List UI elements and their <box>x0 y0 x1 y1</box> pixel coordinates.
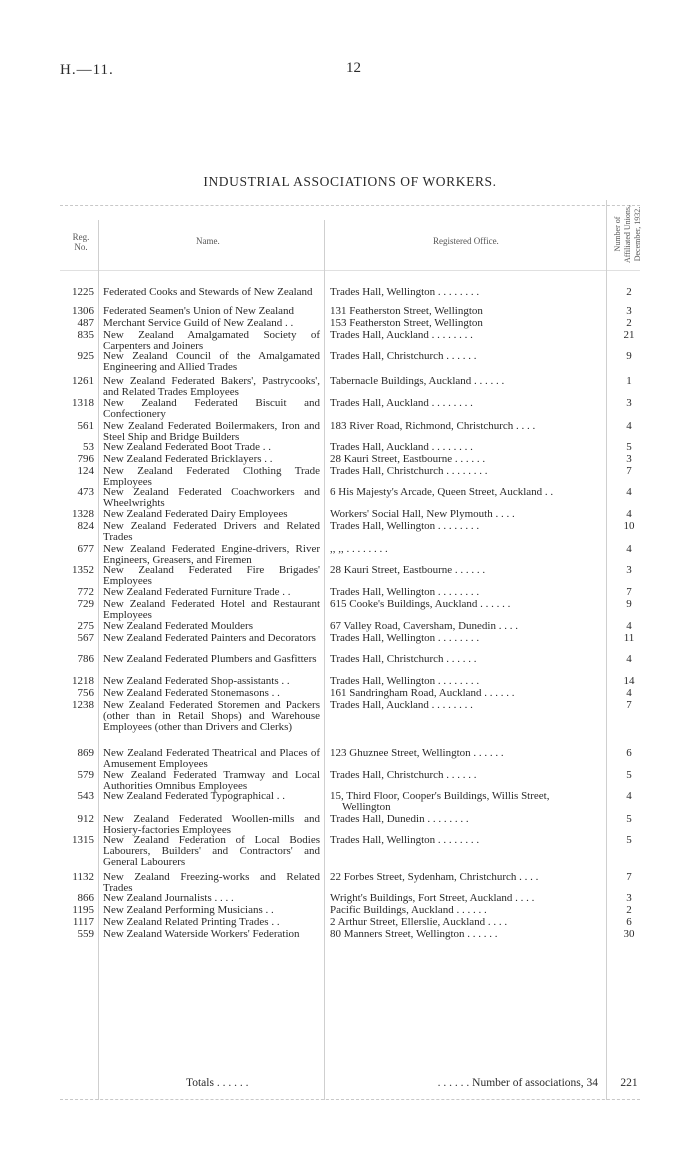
registered-office: Pacific Buildings, Auckland . . . . . . <box>330 905 487 916</box>
reg-number: 772 <box>77 586 94 598</box>
association-name: New Zealand Federated Biscuit and Confectionery <box>103 397 320 420</box>
reg-number: 567 <box>77 632 94 644</box>
registered-office: 80 Manners Street, Wellington . . . . . . <box>330 929 498 940</box>
affiliated-unions-count: 3 <box>626 453 632 465</box>
association-name: New Zealand Federated Furniture Trade . . <box>103 586 291 598</box>
association-name: Federated Cooks and Stewards of New Zealand <box>103 286 313 298</box>
affiliated-unions-count: 5 <box>626 813 632 825</box>
affiliated-unions-count: 7 <box>626 586 632 598</box>
association-name: New Zealand Federated Coachworkers and Wheelwrights <box>103 486 320 509</box>
association-name: New Zealand Federated Dairy Employees <box>103 508 288 520</box>
affiliated-unions-count: 7 <box>626 465 632 477</box>
affiliated-unions-count: 11 <box>623 632 635 644</box>
association-name: New Zealand Federated Woollen-mills and Hosiery-factories Employees <box>103 813 320 836</box>
association-name: New Zealand Federated Boilermakers, Iron and Steel Ship and Bridge Builders <box>103 420 320 443</box>
association-name: New Zealand Federated Drivers and Related Trades <box>103 520 320 543</box>
registered-office: Trades Hall, Auckland . . . . . . . . <box>330 398 473 409</box>
affiliated-unions-count: 2 <box>626 317 632 329</box>
association-name: New Zealand Federated Stonemasons . . <box>103 687 280 699</box>
affiliated-unions-count: 6 <box>626 916 632 928</box>
affiliated-unions-count: 4 <box>626 486 632 498</box>
page-number: 12 <box>346 60 361 76</box>
association-name: Merchant Service Guild of New Zealand . . <box>103 317 294 329</box>
registered-office: Workers' Social Hall, New Plymouth . . . . <box>330 509 515 520</box>
reg-number: 912 <box>77 813 94 825</box>
registered-office-continued: Wellington <box>342 802 391 813</box>
column-header-name: Name. <box>196 236 220 246</box>
affiliated-unions-count: 4 <box>626 420 632 432</box>
affiliated-unions-count: 4 <box>626 620 632 632</box>
association-name: New Zealand Federated Moulders <box>103 620 253 632</box>
association-name: New Zealand Amalgamated Society of Carpenters and Joiners <box>103 329 320 352</box>
registered-office: 15, Third Floor, Cooper's Buildings, Willis Street, <box>330 791 550 802</box>
registered-office: Trades Hall, Wellington . . . . . . . . <box>330 633 480 644</box>
bottom-rule <box>60 1099 640 1100</box>
affiliated-unions-count: 7 <box>626 699 632 711</box>
registered-office: 28 Kauri Street, Eastbourne . . . . . . <box>330 565 486 576</box>
registered-office: Trades Hall, Auckland . . . . . . . . <box>330 700 473 711</box>
registered-office: Trades Hall, Auckland . . . . . . . . <box>330 442 473 453</box>
affiliated-unions-count: 2 <box>626 286 632 298</box>
registered-office: Trades Hall, Christchurch . . . . . . <box>330 351 477 362</box>
registered-office: 161 Sandringham Road, Auckland . . . . . . <box>330 688 515 699</box>
reg-number: 925 <box>77 350 94 362</box>
affiliated-unions-count: 5 <box>626 834 632 846</box>
reg-number: 756 <box>77 687 94 699</box>
reg-number: 543 <box>77 790 94 802</box>
affiliated-unions-count: 7 <box>626 871 632 883</box>
registered-office: 123 Ghuznee Street, Wellington . . . . . . <box>330 748 504 759</box>
affiliated-unions-count: 3 <box>626 892 632 904</box>
registered-office: 2 Arthur Street, Ellerslie, Auckland . . . . <box>330 917 508 928</box>
registered-office: Trades Hall, Christchurch . . . . . . . . <box>330 466 488 477</box>
column-separator <box>98 220 99 1100</box>
association-name: New Zealand Federation of Local Bodies Labourers, Builders' and Contractors' and General Labourers <box>103 834 320 868</box>
registered-office: Trades Hall, Auckland . . . . . . . . <box>330 330 473 341</box>
affiliated-unions-count: 4 <box>626 790 632 802</box>
registered-office: 153 Featherston Street, Wellington <box>330 318 483 329</box>
reg-number: 1132 <box>72 871 94 883</box>
reg-number: 1352 <box>72 564 94 576</box>
registered-office: 615 Cooke's Buildings, Auckland . . . . . . <box>330 599 511 610</box>
reg-number: 275 <box>77 620 94 632</box>
column-header-office: Registered Office. <box>433 236 499 246</box>
reg-number: 473 <box>77 486 94 498</box>
affiliated-unions-count: 14 <box>623 675 635 687</box>
column-header-reg: Reg. No. <box>72 232 90 252</box>
affiliated-unions-count: 3 <box>626 564 632 576</box>
reg-number: 796 <box>77 453 94 465</box>
affiliated-unions-count: 4 <box>626 653 632 665</box>
reg-number: 1225 <box>72 286 94 298</box>
association-name: New Zealand Freezing-works and Related Trades <box>103 871 320 894</box>
reg-number: 786 <box>77 653 94 665</box>
registered-office: Trades Hall, Wellington . . . . . . . . <box>330 676 480 687</box>
reg-number: 1238 <box>72 699 94 711</box>
affiliated-unions-count: 30 <box>623 928 635 940</box>
association-name: New Zealand Federated Theatrical and Places of Amusement Employees <box>103 747 320 770</box>
reg-number: 824 <box>77 520 94 532</box>
reg-number: 487 <box>77 317 94 329</box>
association-name: New Zealand Federated Clothing Trade Employees <box>103 465 320 488</box>
association-name: Federated Seamen's Union of New Zealand <box>103 305 295 317</box>
reg-number: 1117 <box>72 916 94 928</box>
reg-number: 866 <box>77 892 94 904</box>
registered-office: Trades Hall, Wellington . . . . . . . . <box>330 521 480 532</box>
registered-office: Trades Hall, Christchurch . . . . . . <box>330 654 477 665</box>
association-name: New Zealand Related Printing Trades . . <box>103 916 280 928</box>
association-name: New Zealand Federated Typographical . . <box>103 790 285 802</box>
totals-unions: 221 <box>620 1077 638 1089</box>
affiliated-unions-count: 4 <box>626 543 632 555</box>
reg-number: 1315 <box>72 834 94 846</box>
registered-office: 67 Valley Road, Caversham, Dunedin . . . . <box>330 621 518 632</box>
page-title: INDUSTRIAL ASSOCIATIONS OF WORKERS. <box>203 174 497 189</box>
association-name: New Zealand Waterside Workers' Federation <box>103 928 300 940</box>
registered-office: ,, ,, . . . . . . . . <box>330 544 388 555</box>
association-name: New Zealand Federated Hotel and Restaurant Employees <box>103 598 320 621</box>
registered-office: Trades Hall, Wellington . . . . . . . . <box>330 587 480 598</box>
affiliated-unions-count: 2 <box>626 904 632 916</box>
registered-office: Tabernacle Buildings, Auckland . . . . . . <box>330 376 505 387</box>
affiliated-unions-count: 21 <box>623 329 635 341</box>
totals-label: Totals . . . . . . <box>186 1077 249 1089</box>
registered-office: 183 River Road, Richmond, Christchurch . . . . <box>330 421 536 432</box>
association-name: New Zealand Council of the Amalgamated Engineering and Allied Trades <box>103 350 320 373</box>
registered-office: Wright's Buildings, Fort Street, Auckland . . . . <box>330 893 535 904</box>
reg-number: 559 <box>77 928 94 940</box>
reg-number: 124 <box>77 465 94 477</box>
affiliated-unions-count: 3 <box>626 397 632 409</box>
association-name: New Zealand Federated Boot Trade . . <box>103 441 272 453</box>
reg-number: 561 <box>77 420 94 432</box>
reg-number: 1195 <box>72 904 94 916</box>
registered-office: 6 His Majesty's Arcade, Queen Street, Auckland . . <box>330 487 554 498</box>
totals-associations: . . . . . . Number of associations, 34 <box>437 1077 598 1089</box>
header-rule <box>60 270 640 271</box>
reg-number: 1306 <box>72 305 94 317</box>
registered-office: Trades Hall, Wellington . . . . . . . . <box>330 287 480 298</box>
reg-number: 869 <box>77 747 94 759</box>
affiliated-unions-count: 4 <box>626 687 632 699</box>
column-separator <box>606 200 607 1100</box>
association-name: New Zealand Federated Painters and Decorators <box>103 632 316 644</box>
registered-office: 131 Featherston Street, Wellington <box>330 306 483 317</box>
association-name: New Zealand Federated Storemen and Packers (other than in Retail Shops) and Warehouse Employees (other than Drivers and Clerks) <box>103 699 320 733</box>
reg-number: 579 <box>77 769 94 781</box>
affiliated-unions-count: 4 <box>626 508 632 520</box>
reg-number: 1261 <box>72 375 94 387</box>
title-rule <box>60 205 640 206</box>
reg-number: 677 <box>77 543 94 555</box>
affiliated-unions-count: 5 <box>626 441 632 453</box>
reg-number: 729 <box>77 598 94 610</box>
reg-number: 53 <box>83 441 94 453</box>
association-name: New Zealand Federated Tramway and Local Authorities Omnibus Employees <box>103 769 320 792</box>
registered-office: Trades Hall, Christchurch . . . . . . <box>330 770 477 781</box>
affiliated-unions-count: 5 <box>626 769 632 781</box>
registered-office: Trades Hall, Dunedin . . . . . . . . <box>330 814 469 825</box>
association-name: New Zealand Journalists . . . . <box>103 892 234 904</box>
association-name: New Zealand Federated Fire Brigades' Employees <box>103 564 320 587</box>
association-name: New Zealand Performing Musicians . . <box>103 904 274 916</box>
registered-office: 28 Kauri Street, Eastbourne . . . . . . <box>330 454 486 465</box>
registered-office: Trades Hall, Wellington . . . . . . . . <box>330 835 480 846</box>
association-name: New Zealand Federated Bakers', Pastrycooks', and Related Trades Employees <box>103 375 320 398</box>
affiliated-unions-count: 3 <box>626 305 632 317</box>
affiliated-unions-count: 9 <box>626 598 632 610</box>
column-separator <box>324 220 325 1100</box>
reg-number: 1318 <box>72 397 94 409</box>
affiliated-unions-count: 10 <box>623 520 635 532</box>
association-name: New Zealand Federated Shop-assistants . . <box>103 675 290 687</box>
page-header-left: H.—11. <box>60 62 114 78</box>
reg-number: 835 <box>77 329 94 341</box>
association-name: New Zealand Federated Engine-drivers, River Engineers, Greasers, and Firemen <box>103 543 320 566</box>
affiliated-unions-count: 6 <box>626 747 632 759</box>
column-header-unions-text: Number of Affiliated Unions, December, 1932. <box>613 204 642 264</box>
affiliated-unions-count: 1 <box>626 375 632 387</box>
reg-number: 1328 <box>72 508 94 520</box>
registered-office: 22 Forbes Street, Sydenham, Christchurch . . . . <box>330 872 539 883</box>
association-name: New Zealand Federated Plumbers and Gasfitters <box>103 653 317 665</box>
reg-number: 1218 <box>72 675 94 687</box>
affiliated-unions-count: 9 <box>626 350 632 362</box>
association-name: New Zealand Federated Bricklayers . . <box>103 453 273 465</box>
